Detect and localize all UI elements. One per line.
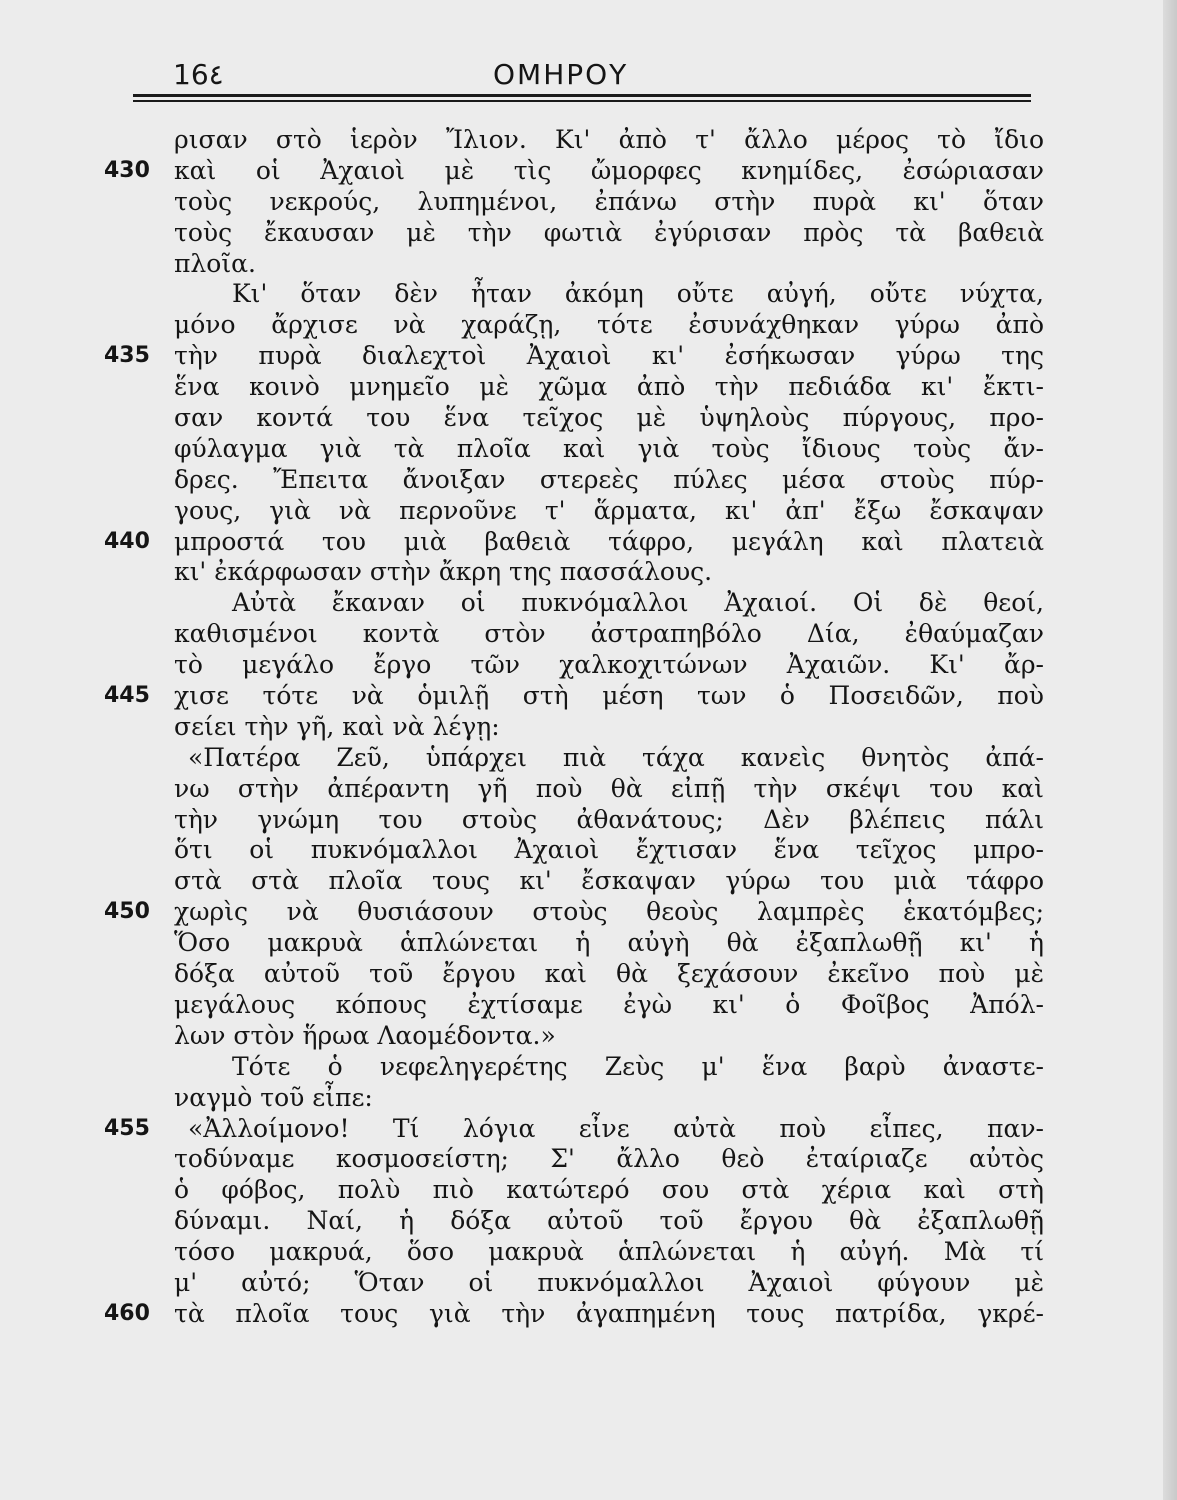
line-text: νω στὴν ἀπέραντη γῆ ποὺ θὰ εἰπῇ τὴν σκέψι του καὶ bbox=[174, 773, 1044, 803]
line-number: 430 bbox=[104, 157, 150, 183]
line-text: δρες. Ἔπειτα ἄνοιξαν στερεὲς πύλες μέσα στοὺς πύρ- bbox=[174, 464, 1044, 494]
text-line bbox=[174, 712, 1044, 743]
line-text: Αὐτὰ ἔκαναν οἱ πυκνόμαλλοι Ἀχαιοί. Οἱ δὲ θεοί, bbox=[232, 588, 1044, 618]
line-text: καὶ οἱ Ἀχαιοὶ μὲ τὶς ὤμορφες κνημίδες, ἐσώριασαν bbox=[174, 155, 1044, 185]
header-rule-thin bbox=[133, 100, 1031, 102]
running-title: ΟΜΗΡΟΥ bbox=[493, 58, 629, 91]
text-line bbox=[174, 1021, 1044, 1052]
text-line bbox=[174, 372, 1044, 403]
line-text: τὴν πυρὰ διαλεχτοὶ Ἀχαιοὶ κι' ἐσήκωσαν γύρω της bbox=[174, 341, 1044, 371]
text-line bbox=[174, 125, 1044, 156]
text-line bbox=[174, 743, 1044, 774]
line-text: ὅτι οἱ πυκνόμαλλοι Ἀχαιοὶ ἔχτισαν ἕνα τεῖχος μπρο- bbox=[174, 835, 1044, 865]
text-line bbox=[174, 619, 1044, 650]
text-line bbox=[174, 218, 1044, 249]
text-line bbox=[174, 557, 1044, 588]
line-text: λων στὸν ἥρωα Λαομέδοντα.» bbox=[174, 1020, 556, 1050]
text-line bbox=[174, 1206, 1044, 1237]
line-text: στὰ στὰ πλοῖα τους κι' ἔσκαψαν γύρω του μιὰ τάφρο bbox=[174, 866, 1044, 896]
line-text: ἕνα κοινὸ μνημεῖο μὲ χῶμα ἀπὸ τὴν πεδιάδα κι' ἔκτι- bbox=[174, 372, 1044, 402]
line-text: χισε τότε νὰ ὁμιλῇ στὴ μέση των ὁ Ποσειδῶν, ποὺ bbox=[174, 681, 1044, 711]
line-text: ναγμὸ τοῦ εἶπε: bbox=[174, 1082, 373, 1112]
line-number: 455 bbox=[104, 1115, 150, 1141]
text-line bbox=[174, 187, 1044, 218]
line-text: μπροστά του μιὰ βαθειὰ τάφρο, μεγάλη καὶ πλατειὰ bbox=[174, 526, 1044, 556]
text-line bbox=[174, 1052, 1044, 1083]
text-line bbox=[174, 805, 1044, 836]
line-text: Ὅσο μακρυὰ ἁπλώνεται ἡ αὐγὴ θὰ ἐξαπλωθῇ κι' ἡ bbox=[174, 928, 1044, 958]
line-number: 445 bbox=[104, 683, 150, 709]
text-line bbox=[174, 1175, 1044, 1206]
line-text: δύναμι. Ναί, ἡ δόξα αὐτοῦ τοῦ ἔργου θὰ ἐξαπλωθῇ bbox=[174, 1206, 1044, 1236]
line-text: «Ἀλλοίμονο! Τί λόγια εἶνε αὐτὰ ποὺ εἶπες, παν- bbox=[188, 1113, 1044, 1143]
line-text: σαν κοντά του ἕνα τεῖχος μὲ ὑψηλοὺς πύργους, προ- bbox=[174, 403, 1044, 433]
line-text: μ' αὐτό; Ὅταν οἱ πυκνόμαλλοι Ἀχαιοὶ φύγουν μὲ bbox=[174, 1267, 1044, 1297]
line-text: τοὺς ἔκαυσαν μὲ τὴν φωτιὰ ἐγύρισαν πρὸς τὰ βαθειὰ bbox=[174, 217, 1044, 247]
line-text: καθισμένοι κοντὰ στὸν ἀστραπηβόλο Δία, ἐθαύμαζαν bbox=[174, 619, 1044, 649]
line-text: ρισαν στὸ ἱερὸν Ἴλιον. Κι' ἀπὸ τ' ἄλλο μέρος τὸ ἴδιο bbox=[174, 125, 1044, 154]
line-number: 440 bbox=[104, 528, 150, 554]
text-line bbox=[174, 959, 1044, 990]
text-line bbox=[174, 403, 1044, 434]
text-line bbox=[174, 1083, 1044, 1114]
text-line bbox=[104, 1298, 1044, 1330]
text-line bbox=[104, 155, 1044, 187]
text-line bbox=[104, 1113, 1044, 1145]
line-text: δόξα αὐτοῦ τοῦ ἔργου καὶ θὰ ξεχάσουν ἐκεῖνο ποὺ μὲ bbox=[174, 959, 1044, 989]
line-text: χωρὶς νὰ θυσιάσουν στοὺς θεοὺς λαμπρὲς ἑκατόμβες; bbox=[174, 897, 1044, 927]
text-line bbox=[174, 774, 1044, 805]
text-line bbox=[174, 249, 1044, 280]
text-line bbox=[104, 341, 1044, 372]
line-text: γους, γιὰ νὰ περνοῦνε τ' ἅρματα, κι' ἀπ' ἔξω ἔσκαψαν bbox=[174, 495, 1044, 525]
line-text: τὴν γνώμη του στοὺς ἀθανάτους; Δὲν βλέπεις πάλι bbox=[174, 804, 1044, 834]
text-line bbox=[174, 1268, 1044, 1299]
line-text: Τότε ὁ νεφεληγερέτης Ζεὺς μ' ἕνα βαρὺ ἀναστε- bbox=[232, 1051, 1044, 1081]
text-line bbox=[174, 835, 1044, 866]
text-line bbox=[174, 465, 1044, 496]
line-number: 435 bbox=[104, 343, 150, 369]
text-line bbox=[104, 681, 1044, 712]
line-number: 450 bbox=[104, 899, 150, 925]
text-line bbox=[174, 650, 1044, 681]
line-text: τόσο μακρυά, ὅσο μακρυὰ ἁπλώνεται ἡ αὐγή. Μὰ τί bbox=[174, 1237, 1044, 1267]
line-number: 460 bbox=[104, 1300, 150, 1326]
line-text: Κι' ὅταν δὲν ἦταν ἀκόμη οὔτε αὐγή, οὔτε νύχτα, bbox=[232, 279, 1044, 309]
line-text: ὁ φόβος, πολὺ πιὸ κατώτερό σου στὰ χέρια καὶ στὴ bbox=[174, 1175, 1044, 1205]
line-text: μεγάλους κόπους ἐχτίσαμε ἐγὼ κι' ὁ Φοῖβος Ἀπόλ- bbox=[174, 989, 1044, 1019]
line-text: μόνο ἄρχισε νὰ χαράζῃ, τότε ἐσυνάχθηκαν γύρω ἀπὸ bbox=[174, 310, 1044, 340]
page-header bbox=[133, 58, 1033, 98]
line-text: φύλαγμα γιὰ τὰ πλοῖα καὶ γιὰ τοὺς ἴδιους τοὺς ἄν- bbox=[174, 433, 1044, 463]
line-text: τὸ μεγάλο ἔργο τῶν χαλκοχιτώνων Ἀχαιῶν. Κι' ἄρ- bbox=[174, 650, 1044, 680]
text-line bbox=[174, 1144, 1044, 1175]
line-text: πλοῖα. bbox=[174, 248, 256, 278]
line-text: τοδύναμε κοσμοσείστη; Σ' ἄλλο θεὸ ἐταίριαζε αὐτὸς bbox=[174, 1144, 1044, 1174]
page-edge bbox=[1163, 0, 1177, 1500]
text-line bbox=[104, 897, 1044, 928]
text-line bbox=[174, 928, 1044, 959]
text-line bbox=[174, 496, 1044, 527]
text-line bbox=[104, 526, 1044, 558]
text-line bbox=[174, 1237, 1044, 1268]
header-rule bbox=[133, 94, 1031, 97]
line-text: κι' ἐκάρφωσαν στὴν ἄκρη της πασσάλους. bbox=[174, 557, 713, 587]
page-number: 16٤ bbox=[173, 58, 224, 91]
line-text: «Πατέρα Ζεῦ, ὑπάρχει πιὰ τάχα κανεὶς θνητὸς ἀπά- bbox=[188, 742, 1044, 772]
line-text: σείει τὴν γῆ, καὶ νὰ λέγῃ: bbox=[174, 711, 500, 741]
text-line bbox=[174, 588, 1044, 619]
line-text: τοὺς νεκρούς, λυπημένοι, ἐπάνω στὴν πυρὰ κι' ὅταν bbox=[174, 186, 1044, 216]
text-line bbox=[174, 279, 1044, 310]
text-line bbox=[174, 310, 1044, 341]
body-text bbox=[104, 125, 1044, 1330]
text-line bbox=[174, 866, 1044, 897]
text-line bbox=[174, 990, 1044, 1021]
line-text: τὰ πλοῖα τους γιὰ τὴν ἀγαπημένη τους πατρίδα, γκρέ- bbox=[174, 1298, 1044, 1328]
text-line bbox=[174, 434, 1044, 465]
